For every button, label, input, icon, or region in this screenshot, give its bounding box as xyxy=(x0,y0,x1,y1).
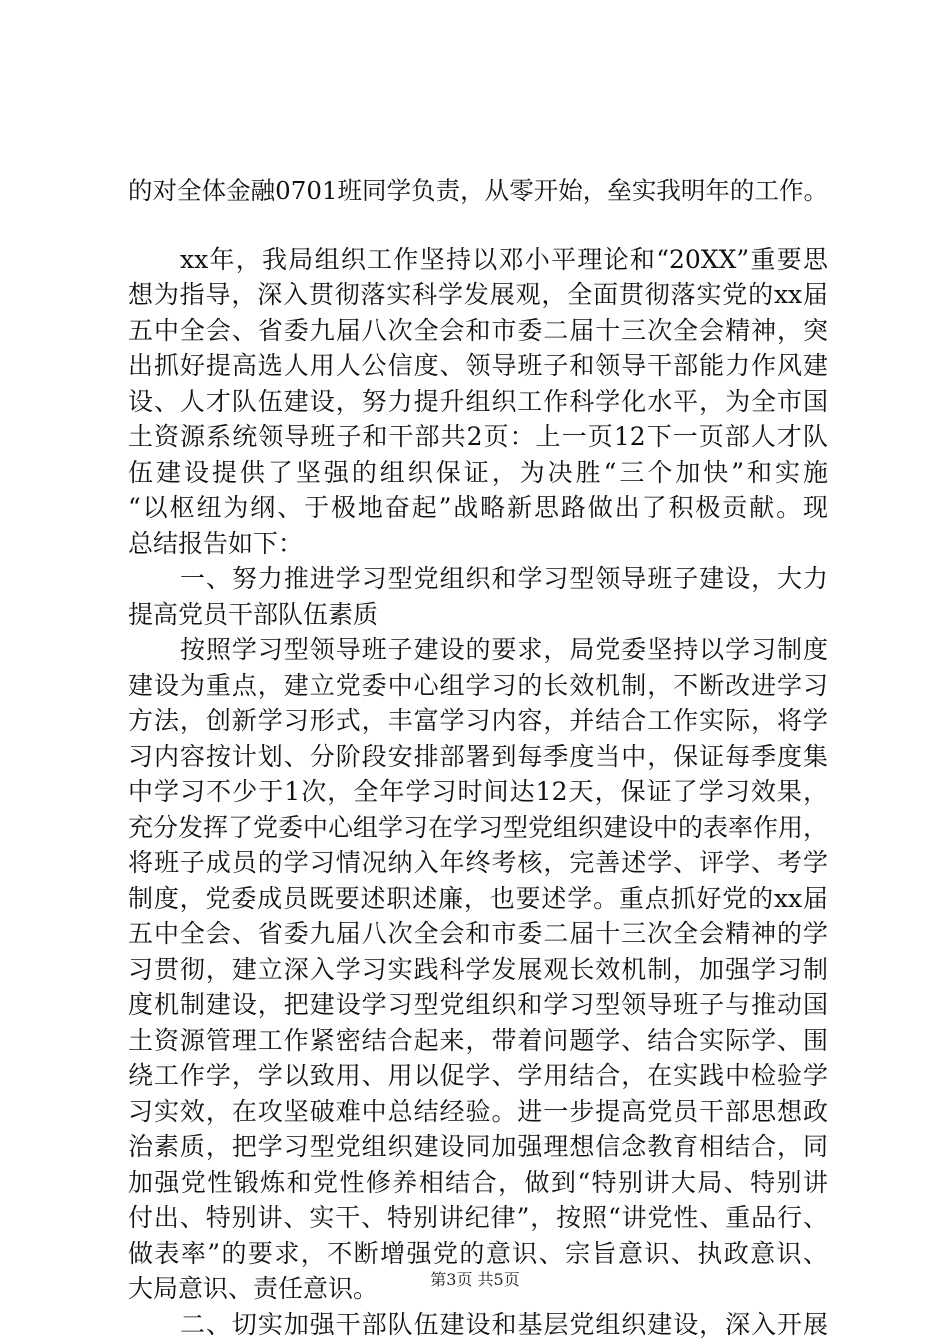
text-line: 加强党性锻炼和党性修养相结合，做到“特别讲大局、特别讲 xyxy=(128,1167,828,1197)
text-line: xx年，我局组织工作坚持以邓小平理论和“20XX”重要思 xyxy=(180,244,828,274)
text-line: 将班子成员的学习情况纳入年终考核，完善述学、评学、考学 xyxy=(128,848,828,877)
text-line: 治素质，把学习型党组织建设同加强理想信念教育相结合，同 xyxy=(128,1132,828,1161)
text-line: “以枢纽为纲、于极地奋起”战略新思路做出了积极贡献。现 xyxy=(128,493,828,522)
text-line: 绕工作学，学以致用、用以促学、学用结合，在实践中检验学 xyxy=(128,1061,828,1090)
section-heading-line: 一、努力推进学习型党组织和学习型领导班子建设，大力 xyxy=(180,564,828,593)
text-line: 建设为重点，建立党委中心组学习的长效机制，不断改进学习 xyxy=(128,670,828,700)
text-line: 方法，创新学习形式，丰富学习内容，并结合工作实际，将学 xyxy=(128,706,828,735)
text-line: 做表率”的要求，不断增强党的意识、宗旨意识、执政意识、 xyxy=(128,1238,828,1268)
text-line: 设、人才队伍建设，努力提升组织工作科学化水平，为全市国 xyxy=(128,386,828,416)
text-line: 制度，党委成员既要述职述廉，也要述学。重点抓好党的xx届 xyxy=(128,883,828,913)
text-line: 出抓好提高选人用人公信度、领导班子和领导干部能力作风建 xyxy=(128,351,828,380)
text-line: 习内容按计划、分阶段安排部署到每季度当中，保证每季度集 xyxy=(128,741,828,771)
text-line: 度机制建设，把建设学习型党组织和学习型领导班子与推动国 xyxy=(128,990,828,1019)
text-line: 总结报告如下： xyxy=(128,528,304,558)
text-line: 充分发挥了党委中心组学习在学习型党组织建设中的表率作用， xyxy=(128,812,828,842)
text-line: 五中全会、省委九届八次全会和市委二届十三次全会精神的学 xyxy=(128,919,828,948)
paragraph-gap xyxy=(128,209,828,242)
text-line: 按照学习型领导班子建设的要求，局党委坚持以学习制度 xyxy=(180,635,828,664)
text-line: 伍建设提供了坚强的组织保证，为决胜“三个加快”和实施 xyxy=(128,457,828,487)
text-line: 五中全会、省委九届八次全会和市委二届十三次全会精神，突 xyxy=(128,315,828,345)
section-heading-line: 提高党员干部队伍素质 xyxy=(128,599,379,629)
text-line: 想为指导，深入贯彻落实科学发展观，全面贯彻落实党的xx届 xyxy=(128,280,828,309)
text-line: 土资源管理工作紧密结合起来，带着问题学、结合实际学、围 xyxy=(128,1025,828,1055)
document-body xyxy=(128,173,828,1342)
text-line: 的对全体金融0701班同学负责，从零开始，垒实我明年的工作。 xyxy=(128,176,828,205)
section-heading-line: 二、切实加强干部队伍建设和基层党组织建设，深入开展 xyxy=(180,1309,828,1339)
text-line: 土资源系统领导班子和干部共2页：上一页12下一页部人才队 xyxy=(128,422,828,451)
text-line: 中学习不少于1次，全年学习时间达12天，保证了学习效果， xyxy=(128,777,828,806)
text-line: 习实效，在攻坚破难中总结经验。进一步提高党员干部思想政 xyxy=(128,1096,828,1126)
page-number-footer: 第3页 共5页 xyxy=(430,1270,520,1289)
text-line: 习贯彻，建立深入学习实践科学发展观长效机制，加强学习制 xyxy=(128,954,828,984)
text-line: 付出、特别讲、实干、特别讲纪律”，按照“讲党性、重品行、 xyxy=(128,1203,828,1232)
text-line: 大局意识、责任意识。 xyxy=(128,1274,379,1303)
